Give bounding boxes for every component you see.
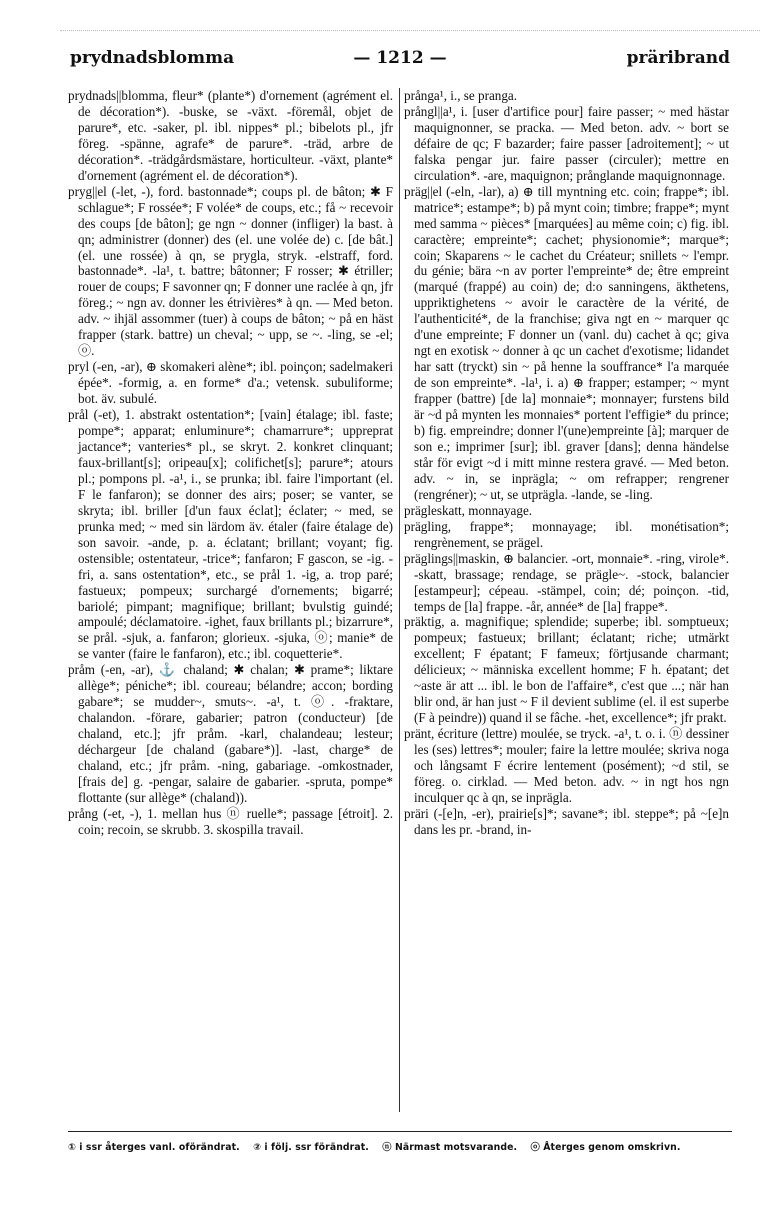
page-number: — 1212 — [353, 48, 447, 68]
dictionary-entry: präglings||maskin, ⊕ balancier. -ort, monnaie*. -ring, virole*. -skatt, brassage; rendage, se prägle~. -stock, balancier [estampeur]; cépeau. -stämpel, coin; dé; poinçon. -tid, temps de [la] frappe. -år, année* de [la] frappe*. [404, 550, 729, 614]
dictionary-entry: präri (-[e]n, -er), prairie[s]*; savane*; ibl. steppe*; på ~[e]n dans les pr. -brand, in- [404, 805, 729, 837]
dictionary-entry: pränt, écriture (lettre) moulée, se tryck. -a¹, t. o. i. ⓝ dessiner les (ses) lettres*; mouler; faire la lettre moulée; skriva noga och långsamt F écrire lentement (posément); ~d stil, se föreg. o. cirklad. — Med beton. adv. ~ in ngt hos ngn inculquer qc à qn, se inprägla. [404, 726, 729, 805]
footnote-o: ⓞ Återges genom omskrivn. [530, 1142, 681, 1153]
right-column [404, 88, 729, 1118]
dictionary-entry: präg||el (-eln, -lar), a) ⊕ till myntning etc. coin; frappe*; ibl. matrice*; estampe*; b) på mynt coin; timbre; frappe*; mynt med samma ~ pièces* [marquées] au même coin; c) fig. ibl. caractère; empreinte*; cachet; physionomie*; marque*; coin; Skaparens ~ le cachet du Créateur; snillets ~ l'empr. du génie; bära ~n av porter l'empreinte* de; être empreint (marqué (frappé) au coin) de; d:o sanningens, äkthetens, uppriktighetens ~ avoir le caractère de la vérité, de l'authenticité*, de la franchise; giva ngt en ~ marquer qc d'une empreinte; F donner un (vanl. du) cachet à qc; giva ngt en exotisk ~ donner à qc un cachet d'exotisme; lidandet har satt (tryckt) sin ~ på henne la souffrance* l'a marquée de son empreinte*. -la¹, i. a) ⊕ frapper; estamper; ~ mynt frapper (battre) [de la] monnaie*; monnayer; furstens bild är ~d på mynten les monnaies* portent l'effigie* du prince; b) fig. empreindre; donner l'(une)empreinte [à]; marquer de son e.; imprimer [sur]; ibl. graver [dans]; denna händelse står för evigt ~d i mitt minne restera gravé. — Med beton. adv. ~ in, se inprägla; ~ om refrapper; rengrener (rengréner); ~ ut, se utprägla. -lande, se -ling. [404, 183, 729, 502]
footnote-n: ⓝ Närmast motsvarande. [382, 1142, 518, 1153]
footnote-1: ① i ssr återges vanl. oförändrat. [68, 1142, 240, 1153]
footer-rule [68, 1131, 732, 1132]
dictionary-entry: pryg||el (-let, -), ford. bastonnade*; coups pl. de bâton; ✱ F schlague*; F rossée*; F volée* de coups, etc.; få ~ recevoir des coups [de bâton]; ge ngn ~ donner (infliger) la bast. à qn; administrer (donner) des (el. une volée de) c. [de bât.] (el. une rossée) à qn, se prygla, stryk. -elstraff, ford. bastonnade*. -la¹, t. battre; bâtonner; F rosser; ✱ étriller; rouer de coups; F savonner qn; F donner une raclée à qn, jfr föreg.; ~ ngn av. donner les étrivières* à qn. — Med beton. adv. ~ ihjäl assommer (tuer) à coups de bâton; ~ på en häst frapper (stark. battre) un cheval; ~ upp, se ~. -ling, se -el; ⓞ. [68, 183, 393, 359]
column-divider [399, 88, 400, 1112]
footnote-legend [68, 1139, 732, 1153]
dictionary-entry: prål (-et), 1. abstrakt ostentation*; [vain] étalage; ibl. faste; pompe*; apparat; enluminure*; chamarrure*; uppreprat jactance*; vanteries* pl., se skryt. 2. konkret clinquant; faux-brillant[s]; oripeau[x]; colifichet[s]; parure*; atours pl.; pompons pl. -a¹, i., se prunka; ibl. faire l'important (el. F le fanfaron); se donner des airs; poser; se vanter, se skryta; ibl. briller [d'un faux éclat]; éclater; ~ med, se prunka med; ~ med sin lärdom äv. étaler (faire étalage de) son savoir. -ande, p. a. éclatant; brillant; voyant; fig. ostensible; ostentateur, -trice*; fanfaron; F gascon, se -ig. -fri, a. sans ostentation*, etc., se prål 1. -ig, a. trop paré; fastueux; pompeux; surchargé d'ornements; bigarré; bariolé; pimpant; magnifique; brillant; bvulstig guindé; ampoulé; déclamatoire. -ighet, faux brillants pl.; bizarrure*, se prål. -sjuk, a. fanfaron; glorieux. -sjuka, ⓞ; manie* de se vanter (faire le fanfaron), etc.; ibl. coquetterie*. [68, 407, 393, 662]
dictionary-entry: prägleskatt, monnayage. [404, 502, 533, 518]
dictionary-entry: prångl||a¹, i. [user d'artifice pour] faire passer; ~ med hästar maquignonner, se pracka. — Med beton. adv. ~ bort se défaire de qc; F bazarder; faire passer [adroitement]; ~ ut falska pengar jur. faire passer (circuler); mettre en circulation*. -are, maquignon; prånglande maquignonnage. [404, 103, 729, 183]
dictionary-entry: pryl (-en, -ar), ⊕ skomakeri alène*; ibl. poinçon; sadelmakeri épée*. -formig, a. en forme* d'a.; vetensk. subuliforme; bot. äv. subulé. [68, 359, 393, 407]
footnote-2: ② i följ. ssr förändrat. [253, 1142, 369, 1153]
dictionary-entry: pråm (-en, -ar), ⚓ chaland; ✱ chalan; ✱ prame*; liktare allège*; péniche*; ibl. coureau; bélandre; accon; bording gabare*; se mudder~, smuts~. -a¹, t. ⓞ. -fraktare, chalandon. -förare, gabarier; patron (conducteur) [de chaland, etc.]; jfr pråm. -karl, chalandeau; lesteur; déchargeur [de chaland (gabare*)]. -last, charge* de chaland, etc.; jfr pråm. -ning, gabariage. -omkostnader, [frais de] g. -pengar, salaire de gabarier. -spruta, pompe* flottante (sur allège* (chaland)). [68, 662, 393, 805]
dictionary-entry: prång (-et, -), 1. mellan hus ⓝ ruelle*; passage [étroit]. 2. coin; recoin, se skrubb. 3. skospilla travail. [68, 805, 393, 837]
dictionary-entry: prydnads||blomma, fleur* (plante*) d'ornement (agrément el. de décoration*). -buske, se -växt. -föremål, objet de parure*, etc. -saker, pl. ibl. nippes* pl.; bibelots pl., jfr föreg. -spänne, agrafe* de parure*. -träd, arbre de décoration*. -trädgårdsmästare, horticulteur. -växt, plante* d'ornement (agrément el. de décoration*). [68, 88, 393, 183]
header-right-guide-word: präribrand [626, 48, 730, 68]
dictionary-entry: prägling, frappe*; monnayage; ibl. monétisation*; rengrènement, se prägel. [404, 518, 729, 550]
left-column [68, 88, 393, 1118]
header-left-guide-word: prydnadsblomma [70, 48, 235, 68]
dictionary-entry: prånga¹, i., se pranga. [404, 88, 518, 103]
top-border [60, 30, 760, 31]
page-header [70, 48, 730, 74]
dictionary-entry: präktig, a. magnifique; splendide; superbe; ibl. somptueux; pompeux; fastueux; brillant; éclatant; riche; utmärkt excellent; F épatant; F fameux; förtjusande charmant; délicieux; ~ människa excellent homme; F h. épatant; det ~aste är att ... ibl. le bon de l'affaire*, c'est que ...; när han blir ond, är han just ~ F il devient sublime (el. il est superbe (F à peindre)) quand il se fâche. -het, excellence*; jfr prakt. [404, 614, 729, 726]
